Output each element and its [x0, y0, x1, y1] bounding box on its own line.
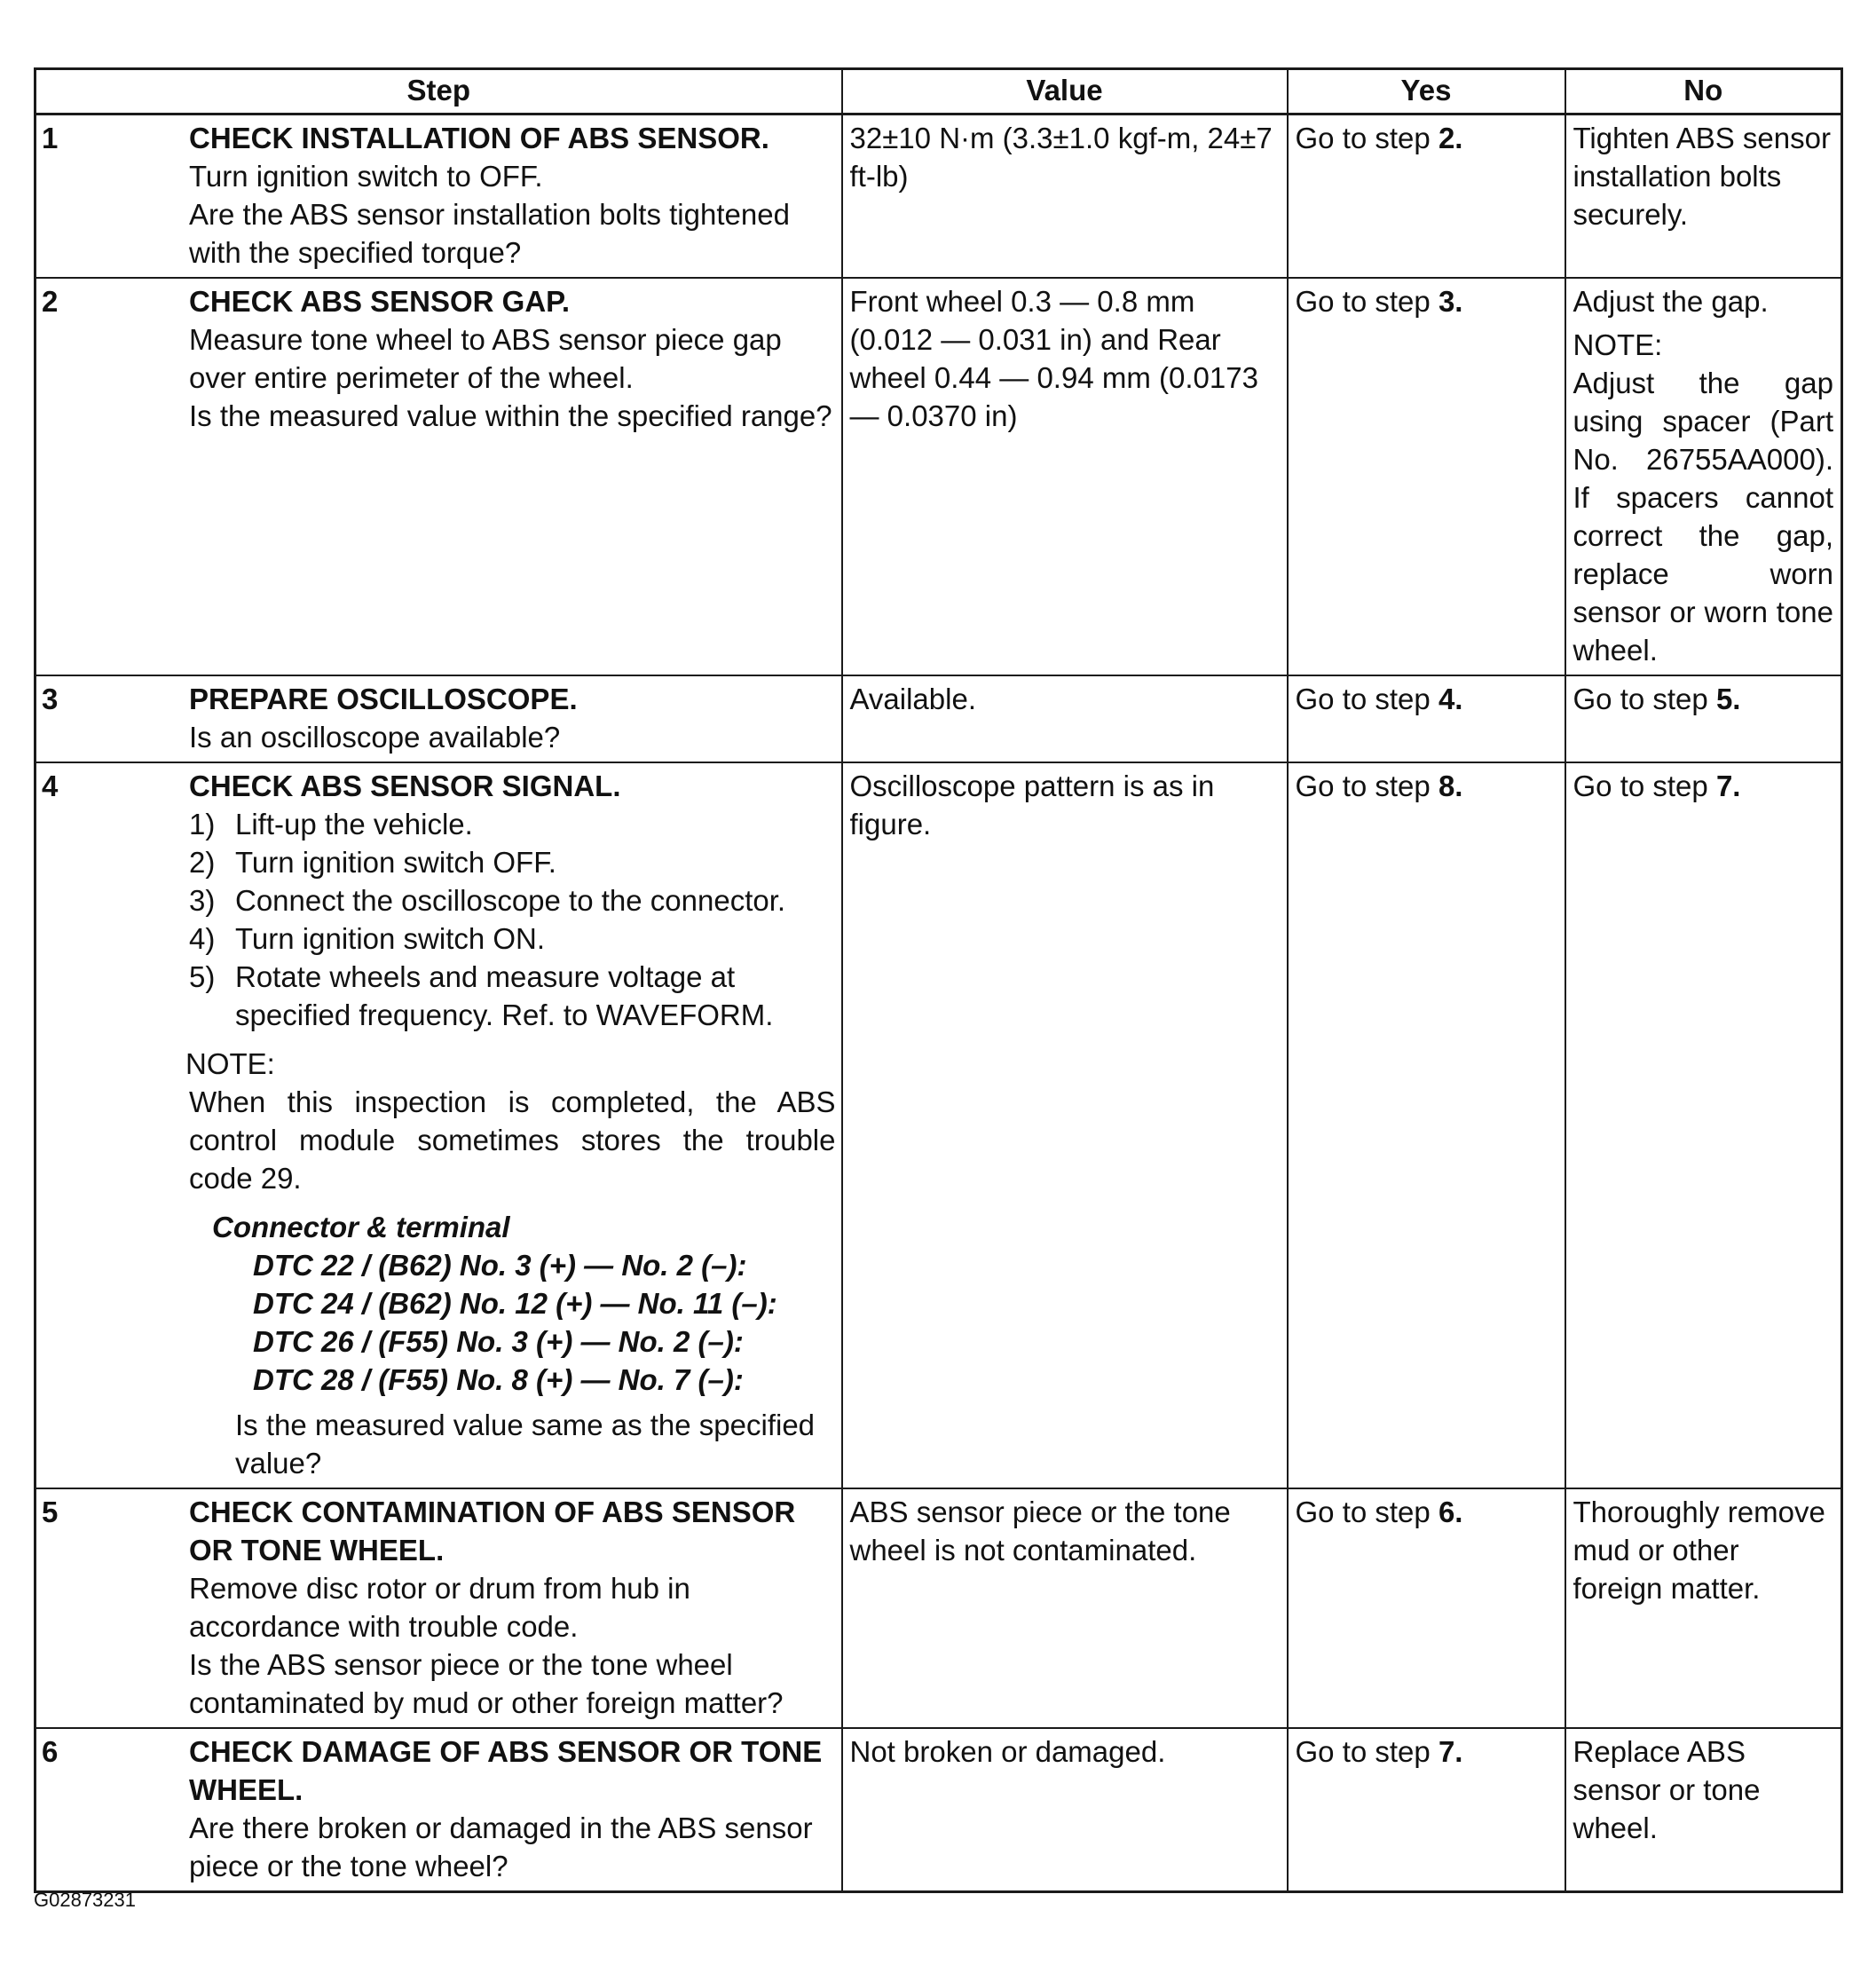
connector-line: DTC 22 / (B62) No. 3 (+) — No. 2 (–):: [253, 1249, 747, 1282]
connector-heading: Connector & terminal: [212, 1211, 510, 1243]
list-item: 5) Rotate wheels and measure voltage at specified frequency. Ref. to WAVEFORM.: [189, 960, 774, 1031]
table-row: [35, 114, 1842, 279]
note-text: Adjust the gap using spacer (Part No. 26755AA000). If spacers cannot correct the gap, replace worn sensor or worn tone wheel.: [1573, 367, 1833, 667]
yes-cell: [1288, 675, 1565, 762]
list-item: 4) Turn ignition switch ON.: [189, 922, 546, 955]
yes-text: Go to step: [1295, 285, 1439, 318]
step-question: Are the ABS sensor installation bolts tightened with the specified torque?: [189, 198, 790, 269]
yes-text: Go to step: [1295, 122, 1439, 154]
step-question: Is the ABS sensor piece or the tone wheel contaminated by mud or other foreign matter?: [189, 1648, 784, 1719]
no-cell: [1565, 278, 1842, 675]
yes-cell: [1288, 278, 1565, 675]
connector-line: DTC 28 / (F55) No. 8 (+) — No. 7 (–):: [253, 1363, 744, 1396]
no-cell: [1565, 762, 1842, 1488]
yes-cell: [1288, 1488, 1565, 1728]
step-question: Are there broken or damaged in the ABS sensor piece or the tone wheel?: [189, 1811, 813, 1882]
value-cell: Available.: [842, 675, 1288, 762]
step-cell: [35, 675, 842, 762]
table-row: [35, 675, 1842, 762]
yes-step-ref: 3.: [1438, 285, 1463, 318]
table-row: [35, 762, 1842, 1488]
connector-line: DTC 24 / (B62) No. 12 (+) — No. 11 (–):: [253, 1287, 777, 1320]
step-title: CHECK INSTALLATION OF ABS SENSOR.: [189, 122, 769, 154]
table-row: [35, 278, 1842, 675]
list-item: 3) Connect the oscilloscope to the connector.: [189, 884, 786, 917]
header-yes: Yes: [1288, 69, 1565, 114]
step-title: CHECK ABS SENSOR SIGNAL.: [189, 770, 621, 802]
step-number: 3: [42, 683, 59, 715]
step-number: 6: [42, 1735, 59, 1768]
yes-cell: [1288, 762, 1565, 1488]
yes-text: Go to step: [1295, 1735, 1439, 1768]
note-label: NOTE:: [1573, 328, 1663, 361]
yes-cell: [1288, 114, 1565, 279]
no-text: Go to step: [1573, 770, 1716, 802]
step-line: Turn ignition switch to OFF.: [189, 160, 543, 193]
procedure-list: [189, 805, 836, 1034]
no-cell: Tighten ABS sensor installation bolts securely.: [1565, 114, 1842, 279]
step-question: Is an oscilloscope available?: [189, 721, 561, 754]
no-text: Go to step: [1573, 683, 1716, 715]
value-cell: 32±10 N·m (3.3±1.0 kgf-m, 24±7 ft-lb): [842, 114, 1288, 279]
diagnostic-table: [34, 67, 1843, 1893]
yes-step-ref: 8.: [1438, 770, 1463, 802]
list-item: 2) Turn ignition switch OFF.: [189, 846, 556, 879]
connector-line: DTC 26 / (F55) No. 3 (+) — No. 2 (–):: [253, 1325, 744, 1358]
yes-text: Go to step: [1295, 770, 1439, 802]
step-line: Measure tone wheel to ABS sensor piece gap over entire perimeter of the wheel.: [189, 323, 782, 394]
header-step: Step: [35, 69, 842, 114]
step-cell: [35, 762, 842, 1488]
step-question: Is the measured value within the specified range?: [189, 399, 832, 432]
note-label: NOTE:: [185, 1047, 275, 1080]
document-id: G02873231: [34, 1889, 136, 1911]
step-title: PREPARE OSCILLOSCOPE.: [189, 683, 578, 715]
step-title: CHECK ABS SENSOR GAP.: [189, 285, 571, 318]
step-title: CHECK CONTAMINATION OF ABS SENSOR OR TONE WHEEL.: [189, 1496, 796, 1567]
header-no: No: [1565, 69, 1842, 114]
no-cell: Thoroughly remove mud or other foreign matter.: [1565, 1488, 1842, 1728]
yes-cell: [1288, 1728, 1565, 1892]
step-title: CHECK DAMAGE OF ABS SENSOR OR TONE WHEEL.: [189, 1735, 823, 1806]
step-line: Remove disc rotor or drum from hub in accordance with trouble code.: [189, 1572, 690, 1643]
step-question: Is the measured value same as the specified value?: [235, 1409, 816, 1480]
value-cell: Front wheel 0.3 — 0.8 mm (0.012 — 0.031 in) and Rear wheel 0.44 — 0.94 mm (0.0173 — 0.0370 in): [842, 278, 1288, 675]
value-cell: ABS sensor piece or the tone wheel is not contaminated.: [842, 1488, 1288, 1728]
yes-step-ref: 6.: [1438, 1496, 1463, 1528]
no-step-ref: 7.: [1715, 770, 1741, 802]
step-number: 1: [42, 122, 59, 154]
no-cell: [1565, 675, 1842, 762]
value-cell: Not broken or damaged.: [842, 1728, 1288, 1892]
step-number: 2: [42, 285, 59, 318]
no-step-ref: 5.: [1715, 683, 1741, 715]
no-text: Adjust the gap.: [1573, 285, 1769, 318]
header-value: Value: [842, 69, 1288, 114]
step-number: 4: [42, 770, 59, 802]
step-cell: [35, 114, 842, 279]
step-cell: [35, 1488, 842, 1728]
yes-step-ref: 7.: [1438, 1735, 1463, 1768]
yes-text: Go to step: [1295, 683, 1439, 715]
step-cell: [35, 278, 842, 675]
note-text: When this inspection is completed, the ABS control module sometimes stores the trouble code 29.: [189, 1085, 836, 1195]
yes-text: Go to step: [1295, 1496, 1439, 1528]
header-row: [35, 69, 1842, 114]
no-cell: Replace ABS sensor or tone wheel.: [1565, 1728, 1842, 1892]
value-cell: Oscilloscope pattern is as in figure.: [842, 762, 1288, 1488]
yes-step-ref: 2.: [1438, 122, 1463, 154]
step-cell: [35, 1728, 842, 1892]
table-row: [35, 1488, 1842, 1728]
list-item: 1) Lift-up the vehicle.: [189, 808, 473, 841]
step-number: 5: [42, 1496, 59, 1528]
yes-step-ref: 4.: [1438, 683, 1463, 715]
table-row: [35, 1728, 1842, 1892]
